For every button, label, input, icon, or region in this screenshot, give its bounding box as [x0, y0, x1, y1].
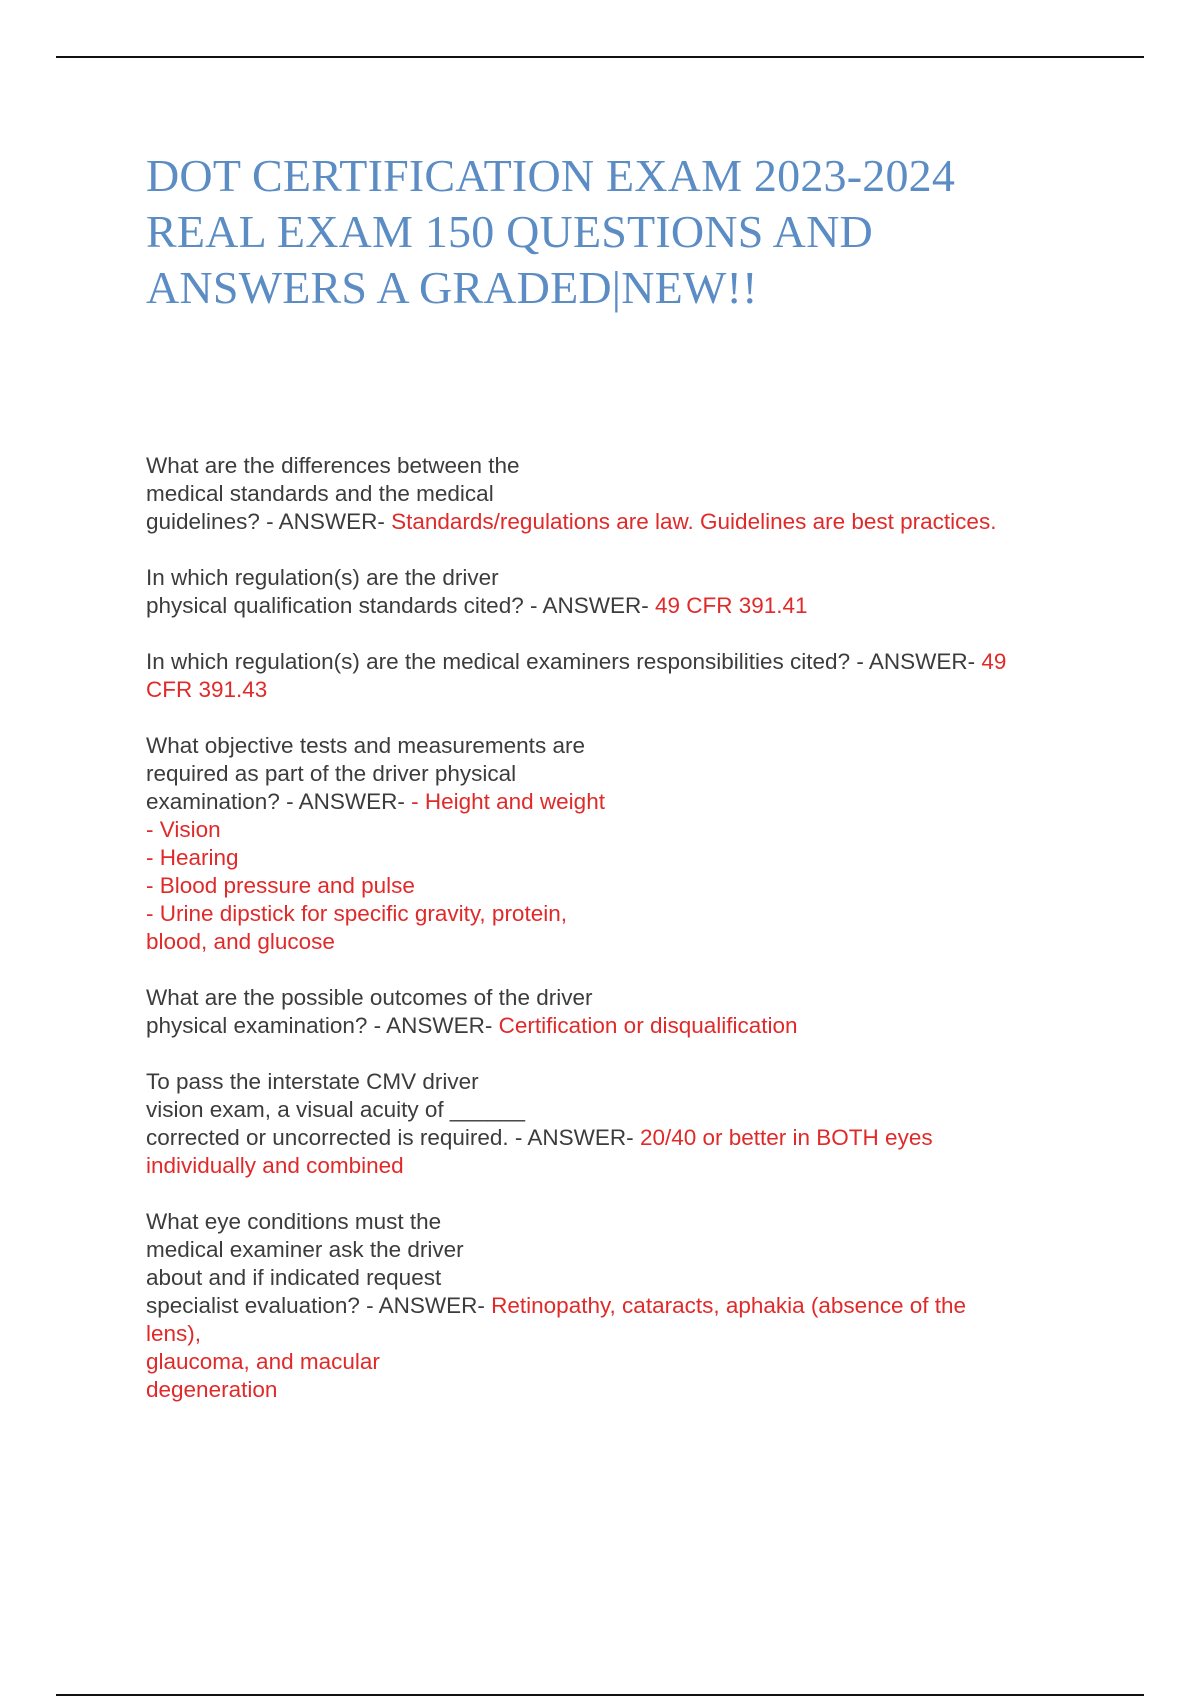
question-text: required as part of the driver physical: [146, 761, 517, 786]
question-text: What are the differences between the: [146, 453, 520, 478]
qa-line: [146, 900, 1086, 928]
qa-line: [146, 844, 1086, 872]
question-text: medical examiner ask the driver: [146, 1237, 464, 1262]
answer-text: 49 CFR 391.41: [654, 593, 808, 618]
top-rule: [56, 56, 1144, 58]
question-text: In which regulation(s) are the medical examiners responsibilities cited? - ANSWER-: [146, 649, 982, 674]
question-text: To pass the interstate CMV driver: [146, 1069, 479, 1094]
qa-line: [146, 1320, 1086, 1348]
answer-text: blood, and glucose: [146, 929, 335, 954]
qa-line: [146, 816, 1086, 844]
question-text: What objective tests and measurements are: [146, 733, 585, 758]
answer-text: 49: [981, 649, 1007, 674]
question-text: What eye conditions must the: [146, 1209, 442, 1234]
qa-item: [146, 984, 1086, 1040]
question-text: What are the possible outcomes of the driver: [146, 985, 593, 1010]
qa-list: [146, 452, 1086, 1404]
qa-item: [146, 564, 1086, 620]
answer-text: Retinopathy, cataracts, aphakia (absence of the: [491, 1293, 967, 1318]
question-text: guidelines? - ANSWER-: [146, 509, 392, 534]
question-text: examination? - ANSWER-: [146, 789, 412, 814]
qa-line: [146, 928, 1086, 956]
qa-line: [146, 508, 1086, 536]
qa-line: [146, 1208, 1086, 1236]
qa-line: [146, 1124, 1086, 1152]
qa-line: [146, 1096, 1086, 1124]
answer-text: degeneration: [146, 1377, 278, 1402]
qa-line: [146, 1012, 1086, 1040]
bottom-rule: [56, 1694, 1144, 1696]
qa-line: [146, 732, 1086, 760]
question-text: vision exam, a visual acuity of ______: [146, 1097, 525, 1122]
question-text: specialist evaluation? - ANSWER-: [146, 1293, 492, 1318]
qa-line: [146, 1152, 1086, 1180]
answer-text: - Hearing: [146, 845, 239, 870]
answer-text: glaucoma, and macular: [146, 1349, 380, 1374]
answer-text: CFR 391.43: [146, 677, 268, 702]
qa-line: [146, 564, 1086, 592]
answer-text: 20/40 or better in BOTH eyes: [639, 1125, 933, 1150]
qa-line: [146, 648, 1086, 676]
question-text: physical qualification standards cited? - ANSWER-: [146, 593, 655, 618]
qa-item: [146, 1208, 1086, 1404]
question-text: In which regulation(s) are the driver: [146, 565, 499, 590]
answer-text: - Blood pressure and pulse: [146, 873, 415, 898]
title-line-2: REAL EXAM 150 QUESTIONS AND: [146, 206, 873, 257]
title-line-1: DOT CERTIFICATION EXAM 2023-2024: [146, 150, 956, 201]
qa-line: [146, 1376, 1086, 1404]
answer-text: - Urine dipstick for specific gravity, protein,: [146, 901, 567, 926]
answer-text: lens),: [146, 1321, 202, 1346]
qa-line: [146, 592, 1086, 620]
qa-line: [146, 788, 1086, 816]
qa-line: [146, 1236, 1086, 1264]
answer-text: individually and combined: [146, 1153, 404, 1178]
qa-line: [146, 760, 1086, 788]
title-line-3: ANSWERS A GRADED|NEW!!: [146, 262, 758, 313]
answer-text: - Height and weight: [411, 789, 605, 814]
qa-line: [146, 1292, 1086, 1320]
answer-text: - Vision: [146, 817, 221, 842]
qa-line: [146, 1348, 1086, 1376]
qa-item: [146, 648, 1086, 704]
qa-item: [146, 452, 1086, 536]
answer-text: Certification or disqualification: [498, 1013, 798, 1038]
question-text: medical standards and the medical: [146, 481, 494, 506]
qa-line: [146, 872, 1086, 900]
qa-item: [146, 732, 1086, 956]
answer-text: Standards/regulations are law. Guidelines are best practices.: [391, 509, 997, 534]
qa-line: [146, 1264, 1086, 1292]
qa-line: [146, 1068, 1086, 1096]
document-title: [146, 148, 1046, 316]
qa-line: [146, 452, 1086, 480]
qa-item: [146, 1068, 1086, 1180]
qa-line: [146, 984, 1086, 1012]
qa-line: [146, 676, 1086, 704]
question-text: corrected or uncorrected is required. - ANSWER-: [146, 1125, 640, 1150]
question-text: about and if indicated request: [146, 1265, 442, 1290]
qa-line: [146, 480, 1086, 508]
question-text: physical examination? - ANSWER-: [146, 1013, 499, 1038]
